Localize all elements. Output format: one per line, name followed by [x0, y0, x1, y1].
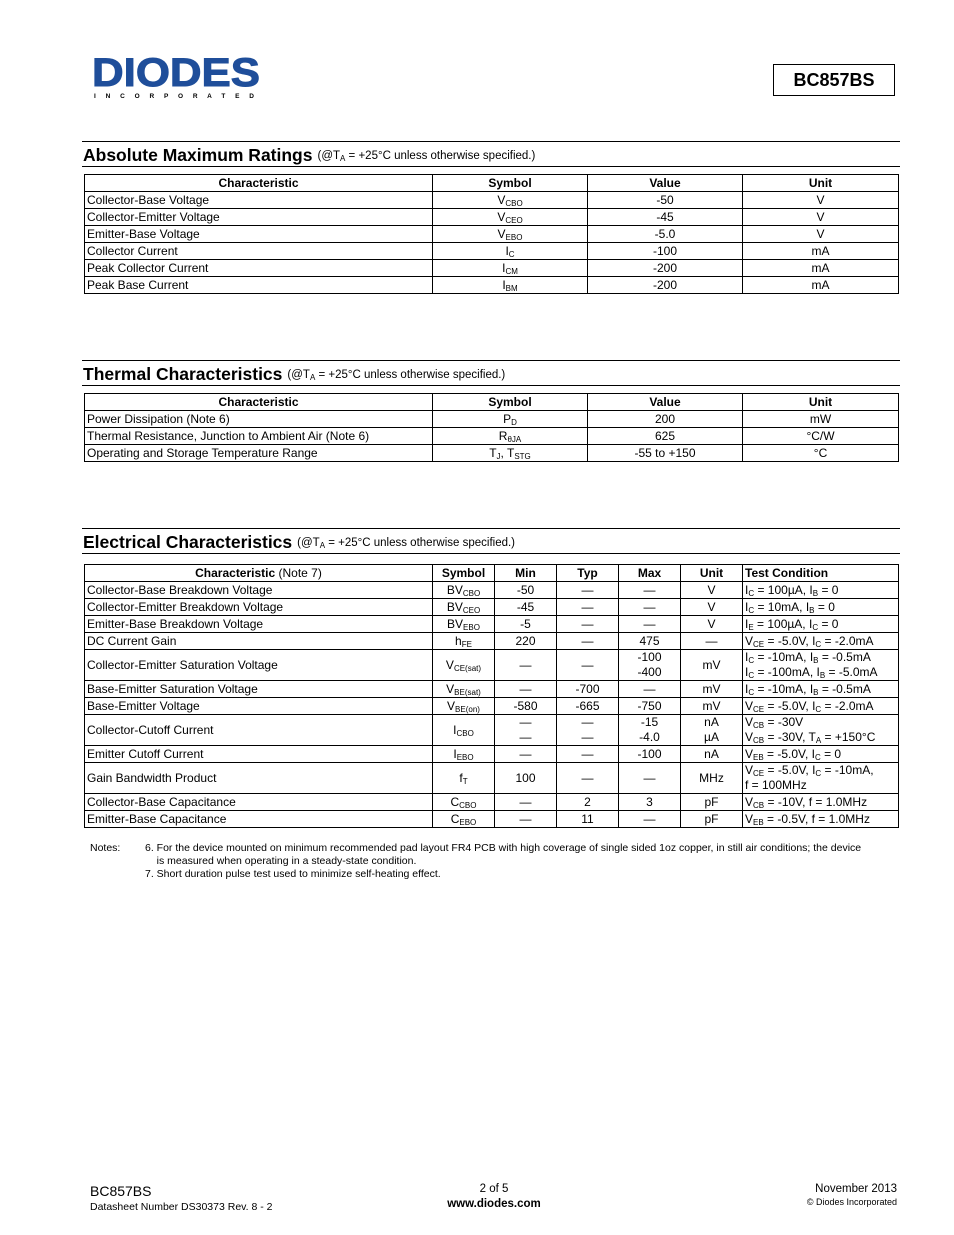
max-cell: 475 [619, 633, 681, 650]
test-condition-cell: $V_{CB} = -10V$, f = 1.0MHz [743, 794, 899, 811]
typ-cell: — [557, 746, 619, 763]
typ-cell: — [557, 650, 619, 681]
characteristic-cell: Power Dissipation (Note 6) [85, 411, 433, 428]
col-header: Unit [743, 394, 899, 411]
amr-title: Absolute Maximum Ratings [83, 145, 313, 165]
min-cell: -45 [495, 599, 557, 616]
characteristic-cell: Collector-Base Breakdown Voltage [85, 582, 433, 599]
min-cell: -580 [495, 698, 557, 715]
max-cell: — [619, 582, 681, 599]
characteristic-cell: Collector-Emitter Saturation Voltage [85, 650, 433, 681]
unit-cell: °C/W [743, 428, 899, 445]
amr-condition: ($@T_A = +25^\circ C$ unless otherwise specified.) [317, 150, 536, 163]
electrical-title: Electrical Characteristics [83, 532, 293, 552]
max-cell: — [619, 811, 681, 828]
table-row [85, 698, 899, 715]
note-line: 7. Short duration pulse test used to minimize self-heating effect. [145, 868, 441, 880]
max-cell: -100 -400 [619, 650, 681, 681]
table-row [85, 192, 899, 209]
symbol-cell: $I_C$ [433, 243, 588, 260]
table-row [85, 277, 899, 294]
characteristic-cell: Emitter Cutoff Current [85, 746, 433, 763]
col-header: Unit [681, 565, 743, 582]
characteristic-cell: Collector-Emitter Voltage [85, 209, 433, 226]
symbol-cell: $V_{EBO}$ [433, 226, 588, 243]
max-cell: — [619, 681, 681, 698]
table-header-row [85, 394, 899, 411]
thermal-condition: ($@T_A = +25^\circ C$ unless otherwise specified.) [287, 369, 506, 382]
min-cell: — [495, 794, 557, 811]
unit-cell: pF [681, 811, 743, 828]
characteristic-cell: Peak Collector Current [85, 260, 433, 277]
typ-cell: 2 [557, 794, 619, 811]
notes-label: Notes: [90, 842, 121, 854]
table-row [85, 650, 899, 681]
test-condition-cell: $I_C = -10mA$, $I_B = -0.5mA$ $I_C = -100mA$, $I_B = -5.0mA$ [743, 650, 899, 681]
footer-datasheet-number: Datasheet Number DS30373 Rev. 8 - 2 [90, 1201, 273, 1213]
symbol-cell: $BV_{EBO}$ [433, 616, 495, 633]
typ-cell: -665 [557, 698, 619, 715]
value-cell: -200 [588, 260, 743, 277]
characteristic-cell: Collector-Cutoff Current [85, 715, 433, 746]
characteristic-cell: Thermal Resistance, Junction to Ambient Air (Note 6) [85, 428, 433, 445]
typ-cell: — [557, 582, 619, 599]
typ-cell: 11 [557, 811, 619, 828]
max-cell: — [619, 599, 681, 616]
max-cell: — [619, 616, 681, 633]
symbol-cell: $I_{CM}$ [433, 260, 588, 277]
table-row [85, 811, 899, 828]
amr-section-header [82, 141, 900, 167]
typ-cell: — [557, 763, 619, 794]
characteristic-cell: Collector-Base Voltage [85, 192, 433, 209]
characteristic-cell: Collector-Base Capacitance [85, 794, 433, 811]
typ-cell: -700 [557, 681, 619, 698]
characteristic-cell: Collector Current [85, 243, 433, 260]
table-row [85, 428, 899, 445]
col-header: Symbol [433, 565, 495, 582]
table-header-row [85, 175, 899, 192]
thermal-table [84, 393, 899, 462]
symbol-cell: $I_{EBO}$ [433, 746, 495, 763]
test-condition-cell: $V_{CE} = -5.0V$, $I_C = -2.0mA$ [743, 633, 899, 650]
footer-page-number: 2 of 5 [479, 1183, 509, 1195]
symbol-cell: $h_{FE}$ [433, 633, 495, 650]
table-row [85, 633, 899, 650]
min-cell: — [495, 746, 557, 763]
unit-cell: V [743, 226, 899, 243]
characteristic-cell: Emitter-Base Voltage [85, 226, 433, 243]
symbol-cell: $I_{CBO}$ [433, 715, 495, 746]
test-condition-cell: $V_{EB} = -5.0V$, $I_C = 0$ [743, 746, 899, 763]
min-cell: — [495, 681, 557, 698]
min-cell: -5 [495, 616, 557, 633]
col-header: Value [588, 394, 743, 411]
col-header-characteristic: Characteristic (Note 7) [85, 565, 433, 582]
characteristic-cell: Base-Emitter Saturation Voltage [85, 681, 433, 698]
value-cell: -55 to +150 [588, 445, 743, 462]
col-header: Min [495, 565, 557, 582]
col-header: Value [588, 175, 743, 192]
symbol-cell: $R_{\theta JA}$ [433, 428, 588, 445]
min-cell: — [495, 811, 557, 828]
col-header: Characteristic [85, 394, 433, 411]
typ-cell: — [557, 633, 619, 650]
note-line: 6. For the device mounted on minimum recommended pad layout FR4 PCB with high coverage of single sided 1oz copper, in still air conditions; the device [145, 842, 862, 854]
part-number: BC857BS [793, 69, 875, 90]
table-row [85, 582, 899, 599]
unit-cell: mV [681, 681, 743, 698]
min-cell: 100 [495, 763, 557, 794]
electrical-table [84, 564, 899, 828]
unit-cell: mA [743, 243, 899, 260]
unit-cell: nA [681, 746, 743, 763]
value-cell: 200 [588, 411, 743, 428]
unit-cell: mA [743, 277, 899, 294]
table-row [85, 226, 899, 243]
value-cell: -5.0 [588, 226, 743, 243]
characteristic-cell: Gain Bandwidth Product [85, 763, 433, 794]
note-line: is measured when operating in a steady-state condition. [145, 855, 417, 867]
symbol-cell: $V_{BE(on)}$ [433, 698, 495, 715]
table-row [85, 794, 899, 811]
table-row [85, 763, 899, 794]
max-cell: — [619, 763, 681, 794]
min-cell: — [495, 650, 557, 681]
footer-url[interactable]: www.diodes.com [447, 1198, 541, 1210]
amr-table [84, 174, 899, 294]
table-row [85, 260, 899, 277]
typ-cell: — [557, 599, 619, 616]
table-header-row [85, 565, 899, 582]
unit-cell: V [743, 192, 899, 209]
test-condition-cell: $V_{CE} = -5.0V$, $I_C = -2.0mA$ [743, 698, 899, 715]
diodes-logo [92, 55, 267, 100]
table-row [85, 746, 899, 763]
max-cell: -15 -4.0 [619, 715, 681, 746]
characteristic-cell: Collector-Emitter Breakdown Voltage [85, 599, 433, 616]
symbol-cell: $T_J$, $T_{STG}$ [433, 445, 588, 462]
col-header: Unit [743, 175, 899, 192]
test-condition-cell: $I_E = 100\mu A$, $I_C = 0$ [743, 616, 899, 633]
min-cell: 220 [495, 633, 557, 650]
unit-cell: mV [681, 650, 743, 681]
table-row [85, 681, 899, 698]
unit-cell: mV [681, 698, 743, 715]
characteristic-cell: Base-Emitter Voltage [85, 698, 433, 715]
value-cell: -50 [588, 192, 743, 209]
characteristic-cell: Peak Base Current [85, 277, 433, 294]
logo-subtext: I N C O R P O R A T E D [94, 93, 254, 100]
typ-cell: — — [557, 715, 619, 746]
col-header: Symbol [433, 175, 588, 192]
unit-cell: °C [743, 445, 899, 462]
max-cell: -750 [619, 698, 681, 715]
test-condition-cell: $I_C = 10mA$, $I_B = 0$ [743, 599, 899, 616]
unit-cell: mA [743, 260, 899, 277]
thermal-title: Thermal Characteristics [83, 364, 283, 384]
table-row [85, 616, 899, 633]
footer-copyright: © Diodes Incorporated [806, 1197, 897, 1207]
symbol-cell: $P_D$ [433, 411, 588, 428]
characteristic-cell: Emitter-Base Breakdown Voltage [85, 616, 433, 633]
logo-wordmark: DIODES [92, 55, 260, 95]
col-header: Typ [557, 565, 619, 582]
table-row [85, 445, 899, 462]
symbol-cell: $f_T$ [433, 763, 495, 794]
max-cell: -100 [619, 746, 681, 763]
unit-cell: V [681, 616, 743, 633]
value-cell: -200 [588, 277, 743, 294]
unit-cell: V [681, 582, 743, 599]
value-cell: -100 [588, 243, 743, 260]
unit-cell: mW [743, 411, 899, 428]
footer-date: November 2013 [815, 1183, 897, 1195]
electrical-section-header [82, 528, 900, 554]
thermal-section-header [82, 360, 900, 386]
table-row [85, 715, 899, 746]
symbol-cell: $V_{CEO}$ [433, 209, 588, 226]
symbol-cell: $V_{BE(sat)}$ [433, 681, 495, 698]
table-row [85, 599, 899, 616]
symbol-cell: $BV_{CEO}$ [433, 599, 495, 616]
symbol-cell: $V_{CE(sat)}$ [433, 650, 495, 681]
symbol-cell: $I_{BM}$ [433, 277, 588, 294]
characteristic-cell: Emitter-Base Capacitance [85, 811, 433, 828]
col-header: Test Condition [743, 565, 899, 582]
unit-cell: V [743, 209, 899, 226]
symbol-cell: $C_{CBO}$ [433, 794, 495, 811]
table-row [85, 411, 899, 428]
characteristic-cell: DC Current Gain [85, 633, 433, 650]
characteristic-cell: Operating and Storage Temperature Range [85, 445, 433, 462]
table-row [85, 209, 899, 226]
value-cell: 625 [588, 428, 743, 445]
min-cell: — — [495, 715, 557, 746]
test-condition-cell: $I_C = 100\mu A$, $I_B = 0$ [743, 582, 899, 599]
unit-cell: V [681, 599, 743, 616]
unit-cell: — [681, 633, 743, 650]
unit-cell: nA µA [681, 715, 743, 746]
symbol-cell: $C_{EBO}$ [433, 811, 495, 828]
value-cell: -45 [588, 209, 743, 226]
table-row [85, 243, 899, 260]
symbol-cell: $V_{CBO}$ [433, 192, 588, 209]
unit-cell: pF [681, 794, 743, 811]
electrical-condition: ($@T_A = +25^\circ C$ unless otherwise specified.) [297, 537, 516, 550]
col-header: Characteristic [85, 175, 433, 192]
min-cell: -50 [495, 582, 557, 599]
max-cell: 3 [619, 794, 681, 811]
test-condition-cell: $V_{CB} = -30V$ $V_{CB} = -30V$, $T_A = +150^\circ C$ [743, 715, 899, 746]
test-condition-cell: $V_{CE} = -5.0V$, $I_C = -10mA$, f = 100MHz [743, 763, 899, 794]
symbol-cell: $BV_{CBO}$ [433, 582, 495, 599]
unit-cell: MHz [681, 763, 743, 794]
test-condition-cell: $V_{EB} = -0.5V$, f = 1.0MHz [743, 811, 899, 828]
typ-cell: — [557, 616, 619, 633]
col-header: Symbol [433, 394, 588, 411]
part-number-box [773, 64, 895, 96]
footer-part-number: BC857BS [90, 1183, 152, 1199]
test-condition-cell: $I_C = -10mA$, $I_B = -0.5mA$ [743, 681, 899, 698]
col-header: Max [619, 565, 681, 582]
